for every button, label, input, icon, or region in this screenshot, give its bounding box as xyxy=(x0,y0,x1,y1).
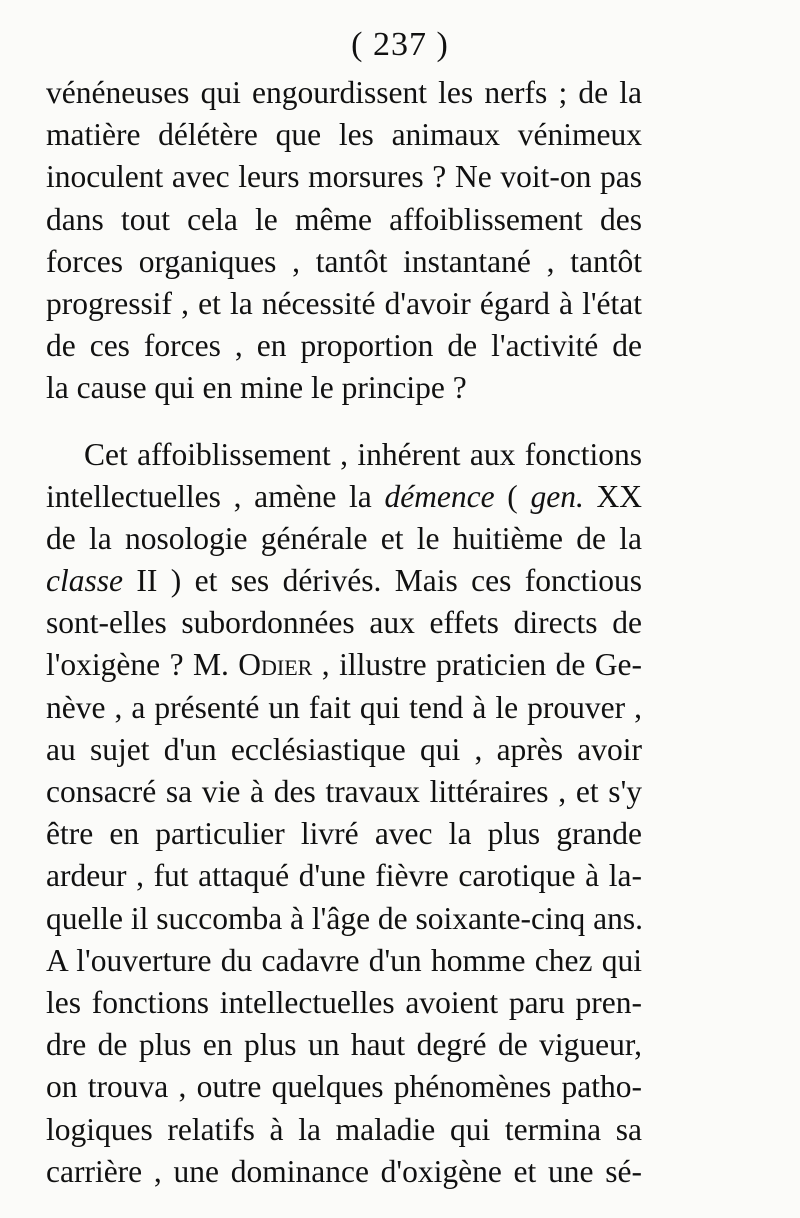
text-line xyxy=(46,560,642,602)
text-line: forces organiques , tantôt instantané , tantôt xyxy=(46,243,642,279)
italic-term: démence xyxy=(384,478,495,514)
text-run: II ) et ses dérivés. Mais ces fonctious xyxy=(122,563,642,599)
text-line: inoculent avec leurs morsures ? Ne voit-on pas xyxy=(46,159,642,195)
page-number: ( 237 ) xyxy=(351,26,449,63)
text-line: les fonctions intellectuelles avoient paru pren- xyxy=(46,984,642,1020)
text-run: , illustre praticien de Ge- xyxy=(312,647,642,683)
text-line: vénéneuses qui engourdissent les nerfs ; de la xyxy=(46,75,642,110)
text-line: la cause qui en mine le principe ? xyxy=(46,370,467,406)
body-text xyxy=(46,72,642,1193)
text-line: on trouva , outre quelques phénomènes patho- xyxy=(46,1069,642,1105)
text-run: intellectuelles , amène la xyxy=(46,478,385,514)
text-line: logiques relatifs à la maladie qui termina sa xyxy=(46,1111,642,1147)
text-line: matière délétère que les animaux vénimeux xyxy=(46,117,642,153)
text-line: être en particulier livré avec la plus grande xyxy=(46,816,642,852)
text-line: dans tout cela le même affoiblissement des xyxy=(46,201,642,237)
text-line: consacré sa vie à des travaux littéraires , et s'y xyxy=(46,774,642,809)
italic-term: gen. xyxy=(530,478,584,514)
text-line: dre de plus en plus un haut degré de vigueur, xyxy=(46,1027,642,1063)
text-line: nève , a présenté un fait qui tend à le prouver , xyxy=(46,689,642,725)
text-line: sont-elles subordonnées aux effets directs de xyxy=(46,605,642,641)
text-line xyxy=(46,476,642,518)
text-line: ardeur , fut attaqué d'une fièvre carotique à la- xyxy=(46,858,642,894)
text-run: XX xyxy=(583,478,642,514)
text-line: carrière , une dominance d'oxigène et une sé- xyxy=(46,1153,642,1189)
text-line: A l'ouverture du cadavre d'un homme chez qui xyxy=(46,942,642,978)
text-line: au sujet d'un ecclésiastique qui , après avoir xyxy=(46,731,642,767)
italic-term: classe xyxy=(46,563,123,599)
author-name: Odier xyxy=(238,647,313,683)
text-line: de ces forces , en proportion de l'activité de xyxy=(46,328,642,364)
paragraph-gap xyxy=(46,410,642,434)
text-line: quelle il succomba à l'âge de soixante-cinq ans. xyxy=(46,900,643,936)
text-line: de la nosologie générale et le huitième de la xyxy=(46,520,642,556)
text-line xyxy=(46,644,642,686)
text-run: l'oxigène ? M. xyxy=(46,647,239,683)
text-line: Cet affoiblissement , inhérent aux fonctions xyxy=(84,436,642,472)
text-run: ( xyxy=(494,478,531,514)
text-line: progressif , et la nécessité d'avoir égard à l'état xyxy=(46,285,642,321)
